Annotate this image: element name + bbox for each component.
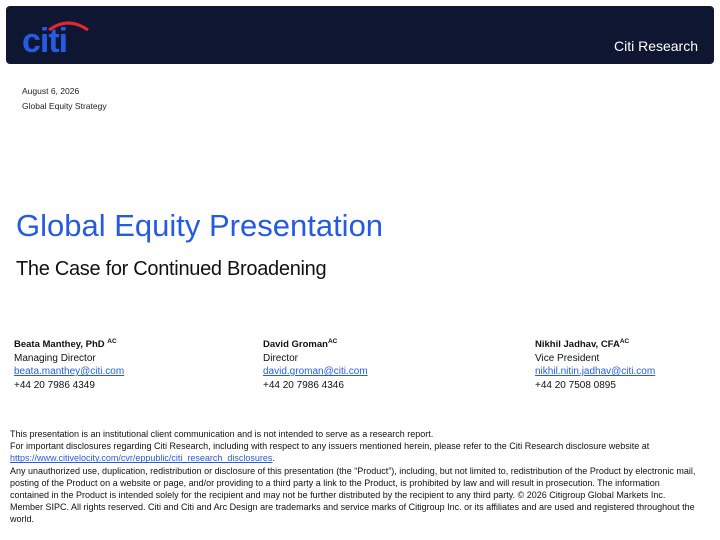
report-date: August 6, 2026	[22, 86, 80, 96]
citi-logo	[22, 18, 98, 64]
disclaimer-line: Any unauthorized use, duplication, redistribution or disclosure of this presentation (the “Product”), including, but not limited to, redistribution of the Product by electronic mail, posting of the Product on a website or page, and/or providing to a third party a link to the Product, is prohibited by law and will result in prosecution. The information contained in the Product is intended solely for the recipient and may not be further distributed by the recipient to any third party. © 2026 Citigroup Global Markets Inc. Member SIPC. All rights reserved. Citi and Citi and Arc Design are trademarks and service marks of Citigroup Inc. or its affiliates and are used and registered throughout the world.	[10, 465, 696, 525]
author-email-link[interactable]: nikhil.nitin.jadhav@citi.com	[535, 366, 656, 378]
analyst-cert-mark: AC	[327, 338, 338, 345]
author-role: Director	[263, 352, 299, 364]
analyst-cert-mark: AC	[107, 338, 117, 345]
author-role: Vice President	[535, 352, 600, 364]
author-phone: +44 20 7986 4346	[263, 379, 344, 391]
department-label: Global Equity Strategy	[22, 101, 107, 111]
citi-logo-text: citi	[22, 22, 68, 60]
author-name: Nikhil Jadhav, $CFA^{AC}$	[535, 338, 630, 351]
page-subtitle: The Case for Continued Broadening	[16, 258, 327, 280]
author-phone: +44 20 7986 4349	[14, 379, 95, 391]
disclaimer	[10, 428, 700, 526]
disclosure-link[interactable]: https://www.citivelocity.com/cvr/eppublic/citi_research_disclosures	[10, 453, 273, 464]
author-name: David Groman$^{AC}$	[263, 338, 338, 351]
author-block	[263, 335, 368, 392]
author-block	[535, 335, 655, 392]
disclaimer-line: For important disclosures regarding Citi Research, including with respect to any issuers mentioned herein, please refer to the Citi Research disclosure website at https://www.citivelocity.com/cvr/eppublic/citi_research_disclosures.	[10, 441, 650, 464]
author-phone: +44 20 7508 0895	[535, 379, 616, 391]
author-email-link[interactable]: beata.manthey@citi.com	[14, 366, 125, 378]
author-email-link[interactable]: david.groman@citi.com	[263, 366, 368, 378]
citi-research-label: Citi Research	[613, 38, 698, 54]
page-title: Global Equity Presentation	[16, 208, 384, 243]
analyst-cert-mark: AC	[619, 338, 630, 345]
author-role: Managing Director	[14, 352, 96, 364]
disclaimer-line: This presentation is an institutional client communication and is not intended to serve as a research report.	[10, 429, 434, 439]
header-banner	[6, 6, 714, 64]
author-block	[14, 335, 124, 392]
author-name: Beata Manthey, PhD $^{AC}$	[14, 338, 117, 351]
